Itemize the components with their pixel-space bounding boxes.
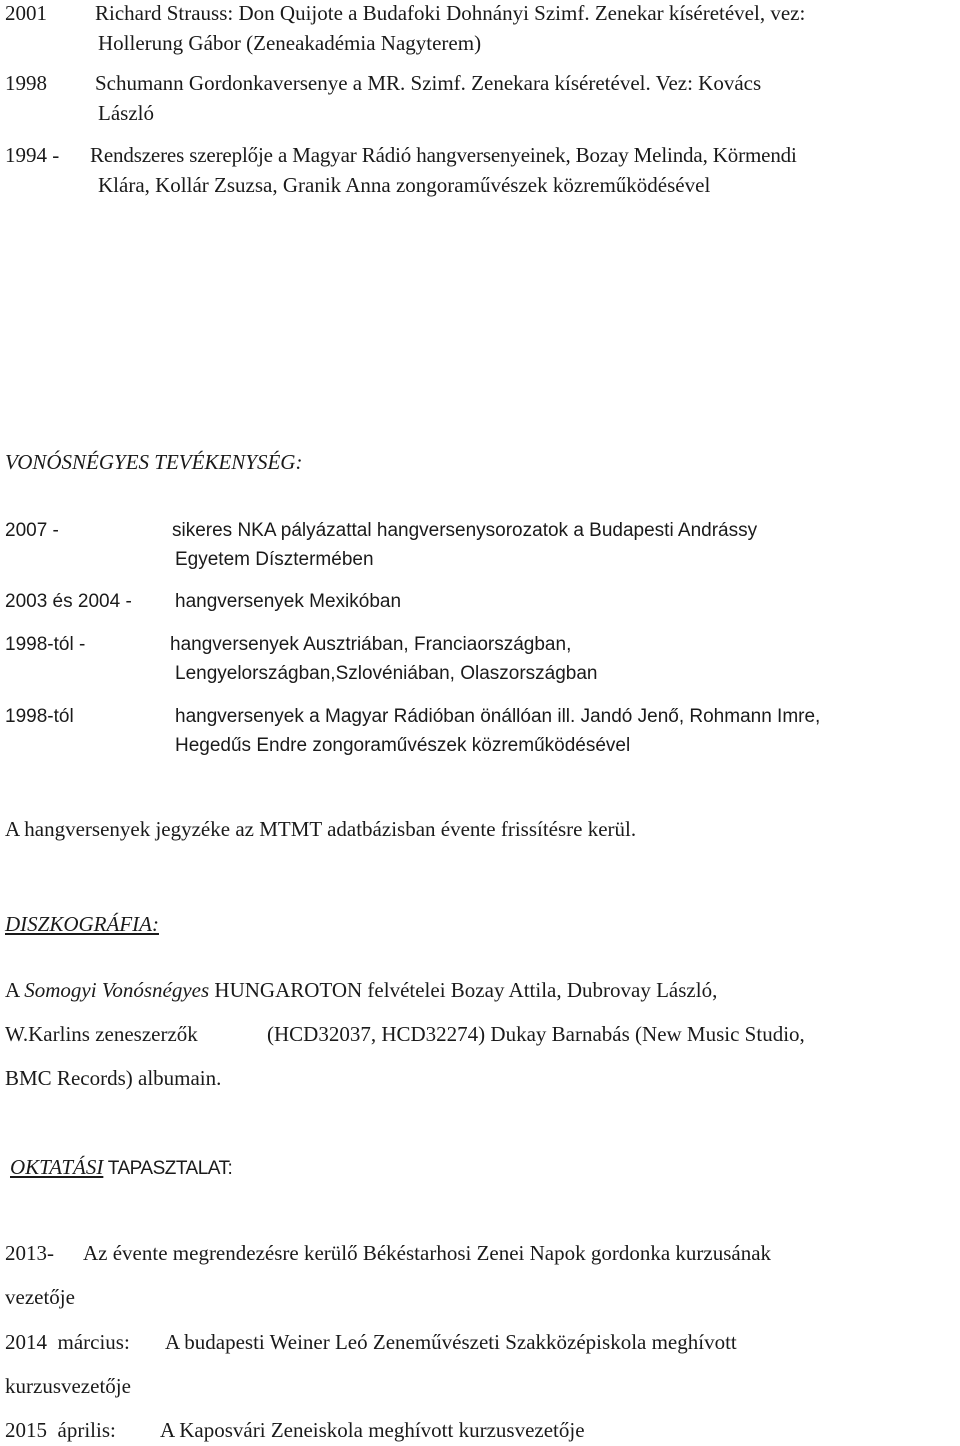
quartet-text: hangversenyek Mexikóban [175, 591, 402, 612]
section-heading-discography: DISZKOGRÁFIA: [5, 912, 159, 936]
quartet-note: A hangversenyek jegyzéke az MTMT adatbázisban évente frissítésre kerül. [5, 817, 637, 841]
concert-text: Schumann Gordonkaversenye a MR. Szimf. Zenekara kíséretével. Vez: Kovács [95, 71, 762, 95]
teaching-text: kurzusvezetője [5, 1374, 131, 1398]
concert-text: Klára, Kollár Zsuzsa, Granik Anna zongoraművészek közreműködésével [98, 173, 711, 197]
discography-text: W.Karlins zeneszerzők [5, 1022, 198, 1046]
concert-year: 1998 [5, 71, 47, 95]
quartet-year: 1998-tól - [5, 634, 86, 655]
teaching-year: 2014 március: [5, 1330, 130, 1354]
heading-italic-part: OKTATÁSI [10, 1155, 104, 1179]
section-heading-teaching [10, 1154, 232, 1182]
quartet-text: Lengyelországban,Szlovéniában, Olaszországban [175, 663, 598, 684]
heading-rest-part: TAPASZTALAT: [103, 1158, 233, 1179]
section-heading-quartet: VONÓSNÉGYES TEVÉKENYSÉG: [5, 450, 303, 474]
teaching-year: 2015 április: [5, 1418, 116, 1442]
teaching-text: Az évente megrendezésre kerülő Békéstarhosi Zenei Napok gordonka kurzusának [83, 1241, 772, 1265]
teaching-year: 2013- [5, 1241, 54, 1265]
quartet-text: sikeres NKA pályázattal hangversenysorozatok a Budapesti Andrássy [172, 520, 758, 541]
quartet-year: 2007 - [5, 520, 59, 541]
quartet-year: 2003 és 2004 - [5, 591, 132, 612]
discography-text: HUNGAROTON felvételei Bozay Attila, Dubrovay László, [209, 978, 718, 1002]
quartet-text: Egyetem Dísztermében [175, 549, 374, 570]
discography-text: (HCD32037, HCD32274) Dukay Barnabás (New Music Studio, [267, 1022, 805, 1046]
discography-text: A [5, 978, 25, 1002]
concert-year: 2001 [5, 1, 47, 25]
quartet-text: Hegedűs Endre zongoraművészek közreműködésével [175, 735, 631, 756]
concert-text: Richard Strauss: Don Quijote a Budafoki Dohnányi Szimf. Zenekar kíséretével, vez: [95, 1, 806, 25]
concert-text: Hollerung Gábor (Zeneakadémia Nagyterem) [98, 31, 482, 55]
quartet-text: hangversenyek Ausztriában, Franciaországban, [170, 634, 572, 655]
concert-text: László [98, 101, 154, 125]
discography-line [5, 977, 717, 1004]
discography-text: BMC Records) albumain. [5, 1066, 222, 1090]
quartet-name: Somogyi Vonósnégyes [24, 978, 210, 1002]
concert-year: 1994 - [5, 143, 60, 167]
concert-text: Rendszeres szereplője a Magyar Rádió hangversenyeinek, Bozay Melinda, Körmendi [90, 143, 797, 167]
teaching-text: A Kaposvári Zeneiskola meghívott kurzusvezetője [160, 1418, 585, 1442]
teaching-text: A budapesti Weiner Leó Zeneművészeti Szakközépiskola meghívott [165, 1330, 737, 1354]
quartet-year: 1998-tól [5, 706, 74, 727]
quartet-text: hangversenyek a Magyar Rádióban önállóan ill. Jandó Jenő, Rohmann Imre, [175, 706, 821, 727]
teaching-text: vezetője [5, 1285, 75, 1309]
